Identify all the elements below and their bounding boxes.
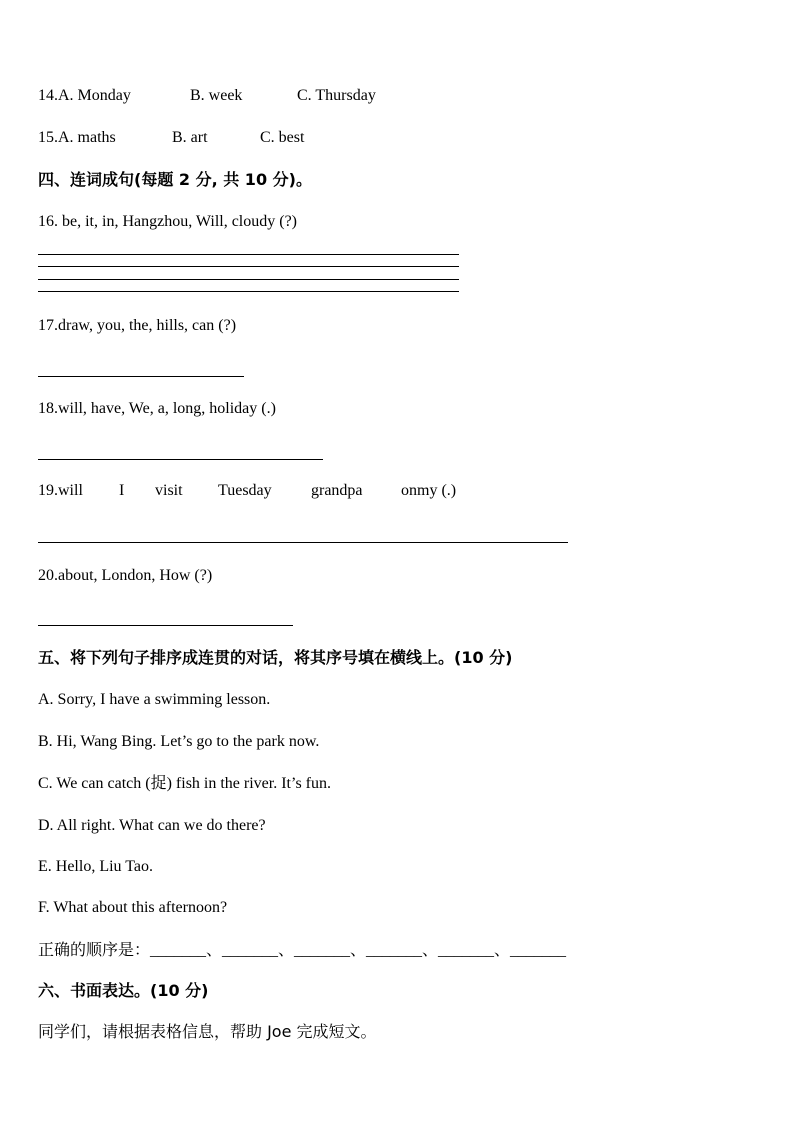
question-16: 16. be, it, in, Hangzhou, Will, cloudy (?) [38, 213, 298, 230]
q14-option-a: 14.A. Monday [38, 87, 131, 104]
question-18: 18.will, have, We, a, long, holiday (.) [38, 400, 276, 417]
q19-word: Tuesday [218, 482, 272, 499]
q19-word: I [119, 482, 125, 499]
q15-option-b: B. art [172, 129, 208, 146]
q14-option-b: B. week [190, 87, 243, 104]
dialogue-item-e: E. Hello, Liu Tao. [38, 858, 154, 875]
q19-word: 19.will [38, 482, 83, 499]
answer-line-18[interactable] [38, 459, 323, 460]
section-5-heading: 五、将下列句子排序成连贯的对话，将其序号填在横线上。(10 分) [38, 648, 513, 667]
q19-word: grandpa [311, 482, 363, 499]
question-20: 20.about, London, How (?) [38, 567, 213, 584]
dialogue-item-a: A. Sorry, I have a swimming lesson. [38, 691, 271, 708]
order-label: 正确的顺序是： [38, 940, 151, 959]
dialogue-item-d: D. All right. What can we do there? [38, 817, 266, 834]
dialogue-item-f: F. What about this afternoon? [38, 899, 228, 916]
dialogue-item-b: B. Hi, Wang Bing. Let’s go to the park now. [38, 733, 320, 750]
section-4-heading: 四、连词成句(每题 2 分, 共 10 分)。 [38, 170, 312, 189]
question-17: 17.draw, you, the, hills, can (?) [38, 317, 237, 334]
answer-line-17[interactable] [38, 376, 244, 377]
answer-line-16d[interactable] [38, 291, 459, 292]
section-6-heading: 六、书面表达。(10 分) [38, 981, 209, 1000]
section-6-instruction: 同学们，请根据表格信息，帮助 Joe 完成短文。 [38, 1022, 377, 1041]
dialogue-item-c: C. We can catch (捉) fish in the river. It’s fun. [38, 775, 332, 792]
order-blanks[interactable]: _______、_______、_______、_______、_______、_______ [150, 942, 567, 959]
q19-word: visit [155, 482, 183, 499]
q14-option-c: C. Thursday [297, 87, 376, 104]
q15-option-a: 15.A. maths [38, 129, 116, 146]
order-answer-row [38, 940, 566, 961]
answer-line-20[interactable] [38, 625, 293, 626]
q19-word: onmy (.) [401, 482, 457, 499]
answer-line-19[interactable] [38, 542, 568, 543]
answer-line-16b[interactable] [38, 266, 459, 267]
q15-option-c: C. best [260, 129, 305, 146]
answer-line-16c[interactable] [38, 279, 459, 280]
answer-line-16a[interactable] [38, 254, 459, 255]
